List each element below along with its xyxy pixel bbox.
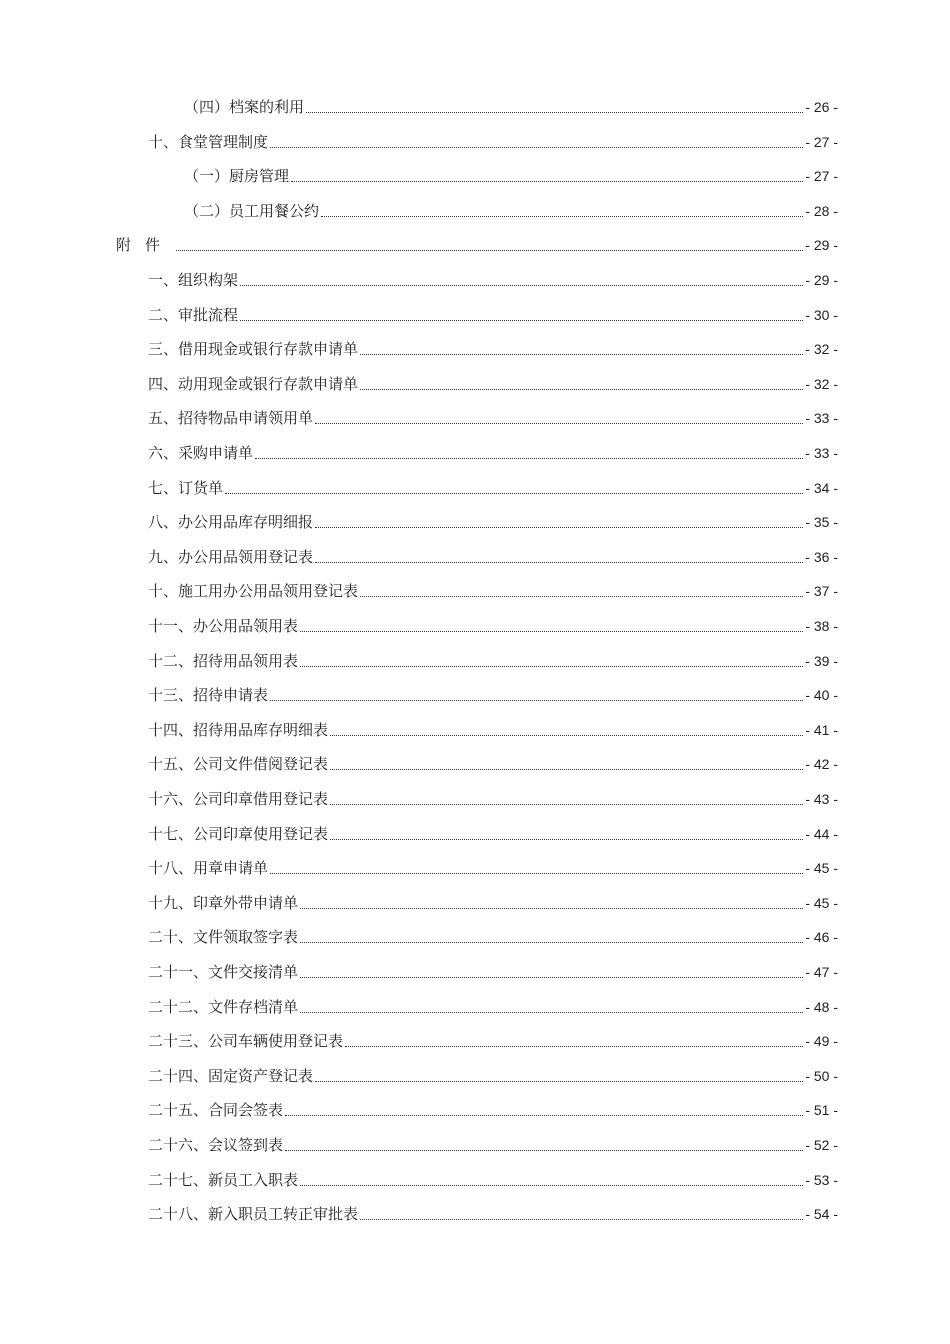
- toc-entry-title: 八、办公用品库存明细报: [148, 513, 314, 532]
- toc-entry-title: 二十五、合同会签表: [148, 1101, 284, 1120]
- toc-entry[interactable]: [148, 335, 838, 359]
- toc-entry[interactable]: [148, 508, 838, 532]
- toc-dot-leader: [225, 492, 803, 494]
- toc-dot-leader: [285, 1149, 803, 1151]
- toc-entry-title: （四）档案的利用: [184, 98, 305, 116]
- toc-entry-page-number: - 48 -: [805, 998, 838, 1015]
- toc-entry-page-number: - 34 -: [805, 479, 838, 496]
- toc-entry[interactable]: [148, 785, 838, 809]
- toc-dot-leader: [345, 1045, 803, 1047]
- toc-entry-title: （一）厨房管理: [184, 167, 290, 186]
- toc-entry[interactable]: [148, 577, 838, 601]
- toc-entry[interactable]: [148, 958, 838, 982]
- toc-dot-leader: [300, 976, 803, 978]
- toc-entry-page-number: - 51 -: [805, 1102, 838, 1119]
- toc-entry-title: 二十六、会议签到表: [148, 1136, 284, 1154]
- toc-entry[interactable]: [148, 128, 838, 152]
- toc-entry-page-number: - 27 -: [805, 133, 838, 150]
- toc-entry[interactable]: [148, 474, 838, 498]
- toc-entry-page-number: - 27 -: [805, 168, 838, 185]
- toc-entry[interactable]: [148, 301, 838, 325]
- toc-entry[interactable]: [148, 681, 838, 705]
- toc-dot-leader: [360, 353, 803, 355]
- toc-entry-page-number: - 35 -: [805, 514, 838, 531]
- toc-dot-leader: [300, 1011, 803, 1013]
- toc-entry[interactable]: [148, 439, 838, 463]
- toc-dot-leader: [360, 1218, 803, 1220]
- toc-entry-page-number: - 26 -: [805, 99, 838, 115]
- toc-entry-page-number: - 29 -: [805, 237, 838, 254]
- toc-entry[interactable]: [148, 750, 838, 774]
- toc-entry[interactable]: [148, 1200, 838, 1224]
- toc-entry[interactable]: [148, 889, 838, 913]
- toc-entry-title: 十七、公司印章使用登记表: [148, 824, 329, 843]
- toc-dot-leader: [315, 561, 803, 563]
- toc-dot-leader: [330, 734, 803, 736]
- toc-dot-leader: [300, 665, 803, 667]
- toc-entry-title: 五、招待物品申请领用单: [148, 409, 314, 428]
- toc-entry[interactable]: [148, 612, 838, 636]
- toc-entry[interactable]: [148, 1062, 838, 1086]
- toc-dot-leader: [330, 768, 803, 770]
- toc-entry-title: 九、办公用品领用登记表: [148, 547, 314, 566]
- toc-entry-page-number: - 53 -: [805, 1171, 838, 1188]
- toc-entry-page-number: - 32 -: [805, 341, 838, 358]
- toc-entry-page-number: - 50 -: [805, 1067, 838, 1084]
- toc-entry[interactable]: [184, 197, 838, 221]
- toc-entry-title: 十二、招待用品领用表: [148, 651, 299, 670]
- toc-dot-leader: [240, 319, 803, 321]
- toc-entry[interactable]: [148, 647, 838, 671]
- toc-entry-title: 二、审批流程: [148, 305, 239, 324]
- toc-entry[interactable]: [148, 993, 838, 1017]
- toc-entry-page-number: - 42 -: [805, 756, 838, 773]
- toc-entry-title: 十九、印章外带申请单: [148, 893, 299, 912]
- toc-entry-title: 十六、公司印章借用登记表: [148, 790, 329, 808]
- toc-entry-page-number: - 37 -: [805, 583, 838, 600]
- toc-entry-page-number: - 39 -: [805, 652, 838, 669]
- toc-entry-page-number: - 54 -: [805, 1206, 838, 1223]
- toc-dot-leader: [330, 803, 803, 805]
- toc-entry-title: 二十一、文件交接清单: [148, 963, 299, 981]
- toc-entry-title: 二十三、公司车辆使用登记表: [148, 1032, 344, 1051]
- toc-dot-leader: [285, 1114, 803, 1116]
- toc-dot-leader: [306, 111, 803, 113]
- toc-entry[interactable]: [148, 1027, 838, 1051]
- toc-entry-title: 十五、公司文件借阅登记表: [148, 755, 329, 774]
- toc-entry-title: 二十二、文件存档清单: [148, 997, 299, 1016]
- toc-dot-leader: [176, 249, 803, 251]
- toc-entry-page-number: - 30 -: [805, 306, 838, 323]
- toc-entry-page-number: - 46 -: [805, 929, 838, 946]
- toc-entry-page-number: - 52 -: [805, 1137, 838, 1153]
- toc-dot-leader: [360, 595, 803, 597]
- toc-entry[interactable]: [148, 404, 838, 428]
- toc-dot-leader: [321, 215, 803, 217]
- toc-entry-page-number: - 38 -: [805, 618, 838, 634]
- toc-entry-page-number: - 32 -: [805, 375, 838, 392]
- toc-entry-page-number: - 33 -: [805, 445, 838, 461]
- toc-dot-leader: [360, 388, 803, 390]
- toc-entry-page-number: - 47 -: [805, 964, 838, 980]
- toc-dot-leader: [300, 630, 803, 632]
- toc-dot-leader: [291, 180, 803, 182]
- toc-entry[interactable]: [148, 1096, 838, 1120]
- toc-dot-leader: [300, 907, 803, 909]
- toc-dot-leader: [330, 838, 803, 840]
- toc-entry[interactable]: [184, 162, 838, 186]
- toc-entry[interactable]: [148, 266, 838, 290]
- toc-entry-page-number: - 45 -: [805, 894, 838, 911]
- toc-entry-title: 十四、招待用品库存明细表: [148, 720, 329, 739]
- toc-entry[interactable]: [148, 1131, 838, 1155]
- toc-dot-leader: [255, 457, 803, 459]
- toc-dot-leader: [315, 422, 803, 424]
- toc-dot-leader: [315, 526, 803, 528]
- toc-entry[interactable]: [116, 231, 838, 255]
- toc-entry[interactable]: [148, 543, 838, 567]
- toc-entry-title: 附件: [116, 236, 175, 255]
- toc-entry-page-number: - 49 -: [805, 1033, 838, 1050]
- toc-entry-title: 十、食堂管理制度: [148, 132, 269, 151]
- toc-entry-title: 十一、办公用品领用表: [148, 617, 299, 635]
- toc-dot-leader: [240, 284, 803, 286]
- toc-entry-page-number: - 28 -: [805, 202, 838, 219]
- toc-entry-title: 十、施工用办公用品领用登记表: [148, 582, 359, 601]
- toc-entry-title: 二十七、新员工入职表: [148, 1170, 299, 1189]
- toc-entry-title: 十八、用章申请单: [148, 859, 269, 878]
- toc-entry-title: 七、订货单: [148, 478, 224, 497]
- toc-entry[interactable]: [148, 854, 838, 878]
- toc-entry-page-number: - 36 -: [805, 548, 838, 565]
- toc-entry-title: 二十八、新入职员工转正审批表: [148, 1205, 359, 1224]
- toc-dot-leader: [270, 872, 803, 874]
- toc-entry[interactable]: [184, 93, 838, 117]
- toc-entry-page-number: - 43 -: [805, 791, 838, 807]
- toc-dot-leader: [300, 941, 803, 943]
- toc-entry-page-number: - 29 -: [805, 272, 838, 288]
- toc-entry-title: （二）员工用餐公约: [184, 201, 320, 220]
- toc-entry[interactable]: [148, 1166, 838, 1190]
- toc-entry-title: 四、动用现金或银行存款申请单: [148, 374, 359, 393]
- toc-dot-leader: [270, 699, 803, 701]
- toc-entry-title: 三、借用现金或银行存款申请单: [148, 340, 359, 359]
- toc-entry-title: 六、采购申请单: [148, 444, 254, 462]
- toc-entry-title: 二十四、固定资产登记表: [148, 1066, 314, 1085]
- toc-entry-page-number: - 44 -: [805, 825, 838, 842]
- toc-entry-page-number: - 33 -: [805, 410, 838, 427]
- toc-entry[interactable]: [148, 370, 838, 394]
- toc-entry-page-number: - 41 -: [805, 721, 838, 738]
- toc-entry-page-number: - 40 -: [805, 687, 838, 704]
- toc-entry[interactable]: [148, 820, 838, 844]
- toc-dot-leader: [315, 1080, 803, 1082]
- toc-entry[interactable]: [148, 716, 838, 740]
- toc-entry-title: 二十、文件领取签字表: [148, 928, 299, 947]
- toc-entry-page-number: - 45 -: [805, 860, 838, 877]
- toc-entry-title: 十三、招待申请表: [148, 686, 269, 705]
- toc-dot-leader: [300, 1184, 803, 1186]
- toc-dot-leader: [270, 146, 803, 148]
- toc-entry[interactable]: [148, 923, 838, 947]
- toc-entry-title: 一、组织构架: [148, 271, 239, 289]
